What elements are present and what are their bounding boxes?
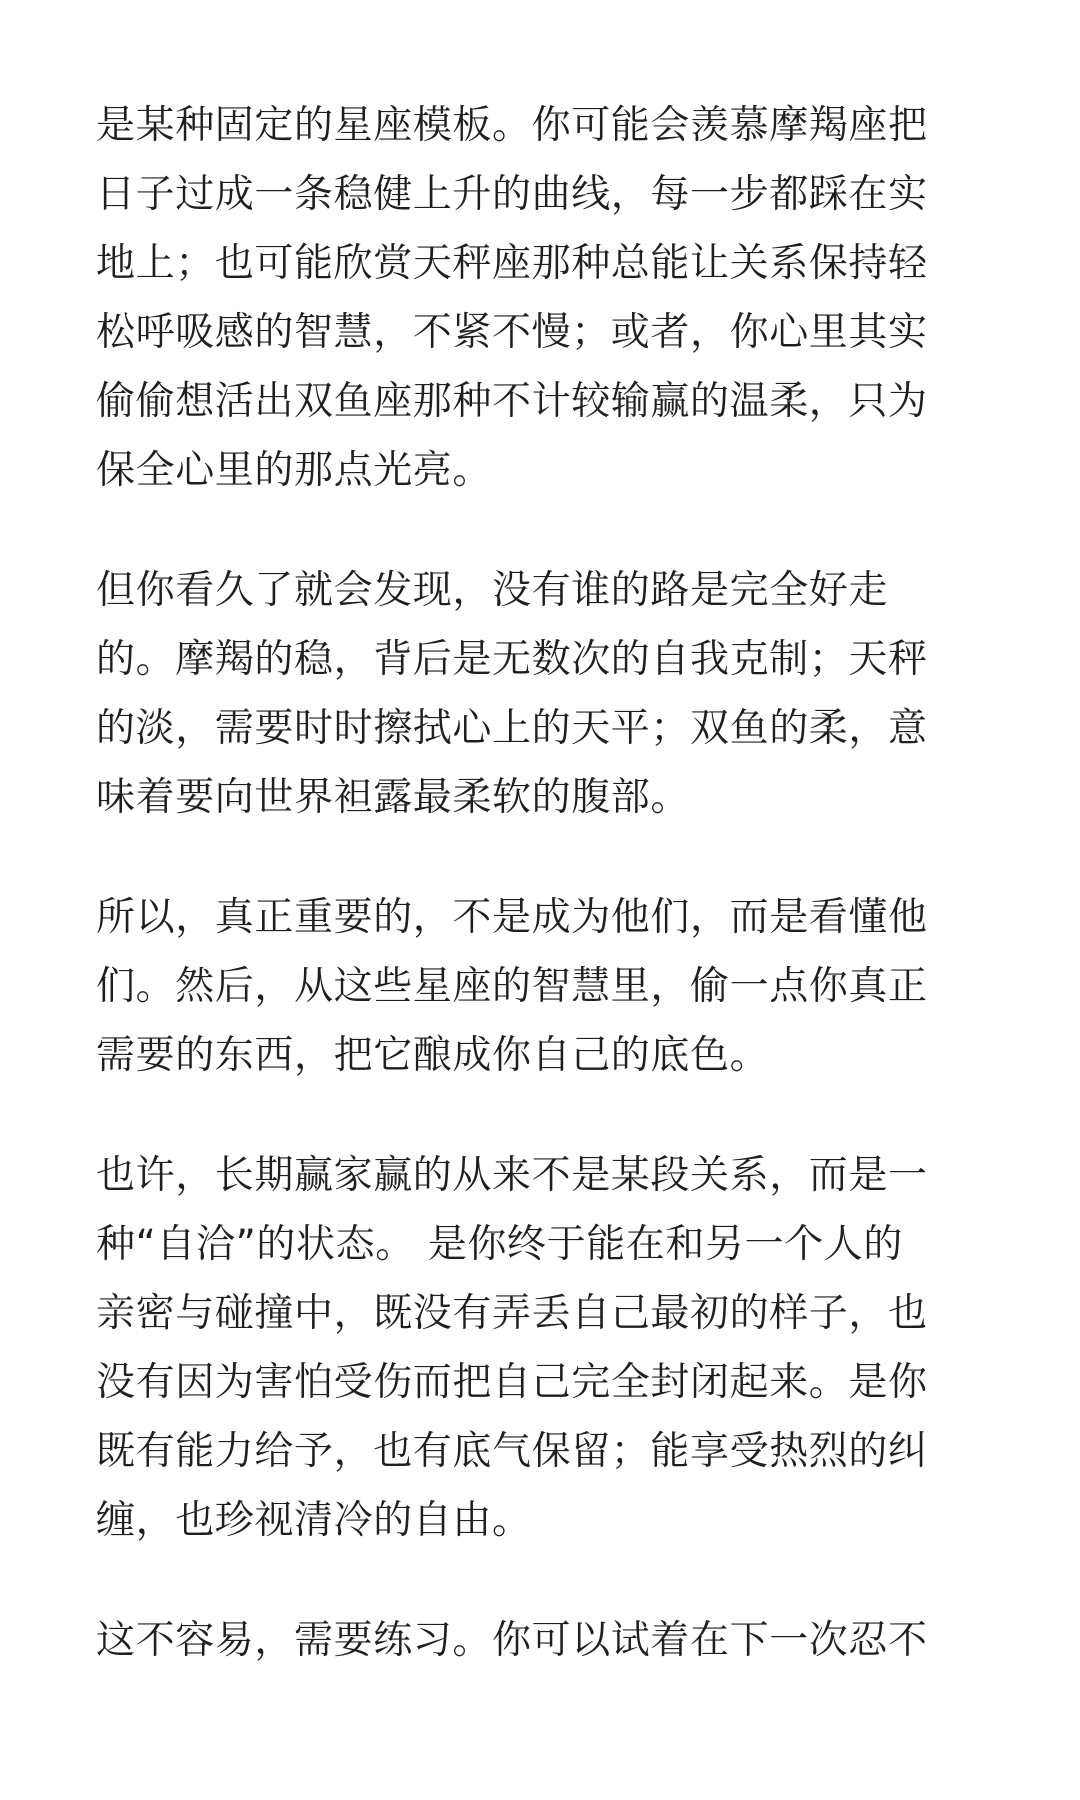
paragraph-5 <box>96 1606 984 1675</box>
text-line: 保全心里的那点光亮。 <box>96 448 493 493</box>
text-line: 所以，真正重要的，不是成为他们，而是看懂他 <box>96 895 928 940</box>
text-line: 种“自洽”的状态。 是你终于能在和另一个人的 <box>96 1222 904 1267</box>
text-line: 的淡，需要时时擦拭心上的天平；双鱼的柔，意 <box>96 706 928 751</box>
paragraph-1 <box>96 91 984 505</box>
paragraph-spacer <box>96 1090 984 1141</box>
paragraph-spacer <box>96 1555 984 1606</box>
text-line: 但你看久了就会发现，没有谁的路是完全好走 <box>96 568 889 613</box>
text-line: 日子过成一条稳健上升的曲线，每一步都踩在实 <box>96 172 928 217</box>
text-line: 味着要向世界袒露最柔软的腹部。 <box>96 775 691 820</box>
text-line: 偷偷想活出双鱼座那种不计较输赢的温柔，只为 <box>96 379 928 424</box>
text-line: 亲密与碰撞中，既没有弄丢自己最初的样子，也 <box>96 1291 928 1336</box>
text-line: 既有能力给予，也有底气保留；能享受热烈的纠 <box>96 1429 928 1474</box>
text-line: 需要的东西，把它酿成你自己的底色。 <box>96 1033 770 1078</box>
text-line: 地上；也可能欣赏天秤座那种总能让关系保持轻 <box>96 241 928 286</box>
text-line: 缠，也珍视清冷的自由。 <box>96 1498 532 1543</box>
text-line: 们。然后，从这些星座的智慧里，偷一点你真正 <box>96 964 928 1009</box>
paragraph-4 <box>96 1141 984 1555</box>
text-line: 这不容易，需要练习。你可以试着在下一次忍不 <box>96 1618 928 1663</box>
paragraph-2 <box>96 556 984 832</box>
paragraph-3 <box>96 883 984 1090</box>
text-line: 也许，长期赢家赢的从来不是某段关系，而是一 <box>96 1153 928 1198</box>
text-line: 松呼吸感的智慧，不紧不慢；或者，你心里其实 <box>96 310 928 355</box>
text-line: 没有因为害怕受伤而把自己完全封闭起来。是你 <box>96 1360 928 1405</box>
paragraph-spacer <box>96 832 984 883</box>
paragraph-spacer <box>96 505 984 556</box>
text-line: 是某种固定的星座模板。你可能会羡慕摩羯座把 <box>96 103 928 148</box>
text-line: 的。摩羯的稳，背后是无数次的自我克制；天秤 <box>96 637 928 682</box>
